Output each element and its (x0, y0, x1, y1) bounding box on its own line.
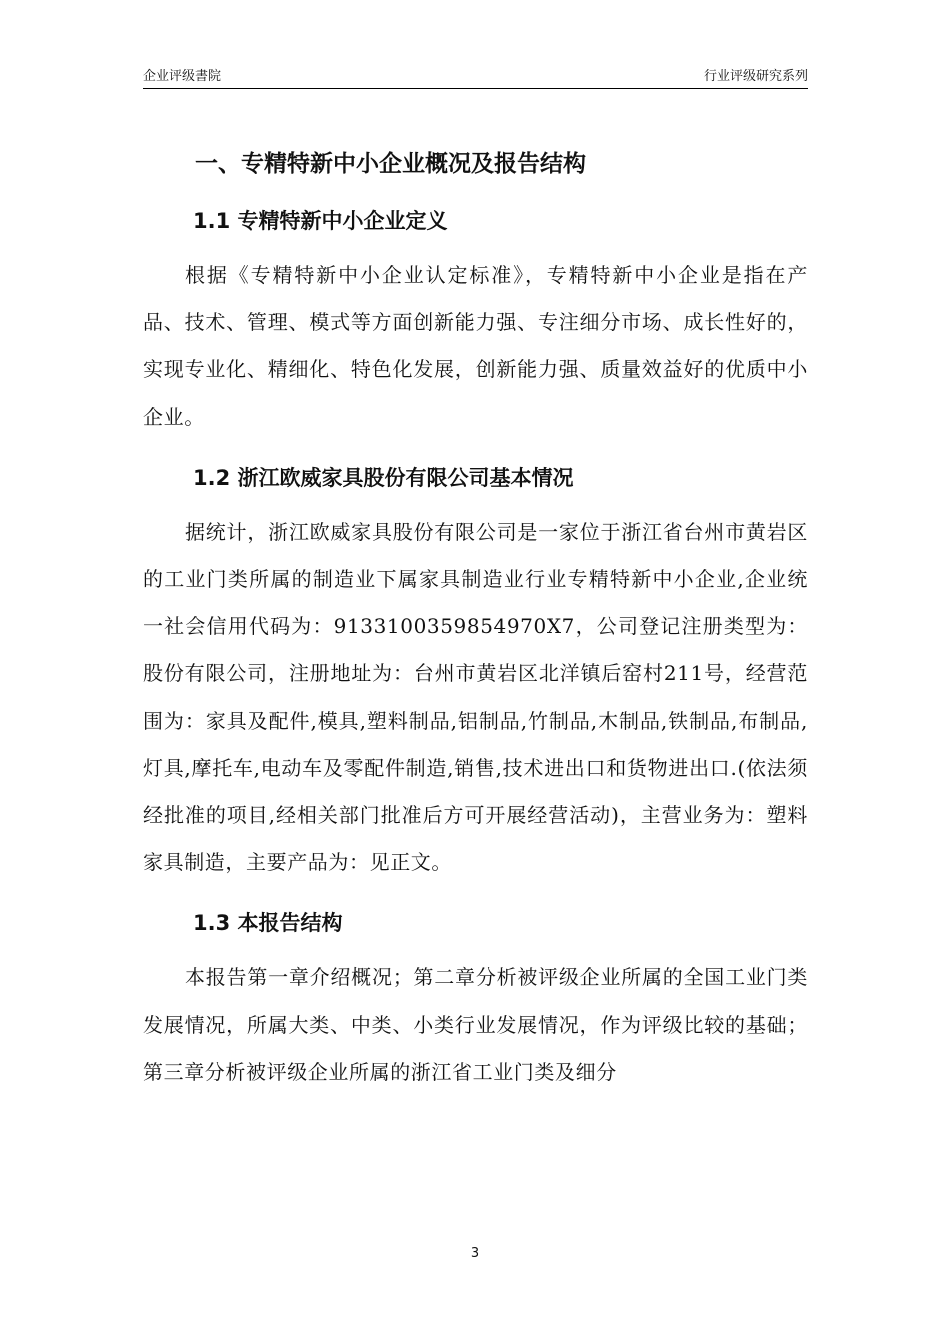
section-body-definition: 根据《专精特新中小企业认定标准》，专精特新中小企业是指在产品、技术、管理、模式等方面创新能力强、专注细分市场、成长性好的，实现专业化、精细化、特色化发展，创新能力强、质量效益好的优质中小企业。 (143, 263, 808, 429)
section-title-company: 1.2 浙江欧威家具股份有限公司基本情况 (193, 465, 574, 490)
header-left-text: 企业评级書院 (143, 69, 222, 84)
page-content (143, 138, 808, 1104)
section-body-structure: 本报告第一章介绍概况；第二章分析被评级企业所属的全国工业门类发展情况，所属大类、中类、小类行业发展情况，作为评级比较的基础；第三章分析被评级企业所属的浙江省工业门类及细分 (143, 965, 808, 1084)
header-divider (143, 88, 808, 89)
section-body-company: 据统计，浙江欧威家具股份有限公司是一家位于浙江省台州市黄岩区的工业门类所属的制造业下属家具制造业行业专精特新中小企业,企业统一社会信用代码为：9133100359854970X7，公司登记注册类型为：股份有限公司，注册地址为：台州市黄岩区北洋镇后窑村211号，经营范围为：家具及配件,模具,塑料制品,铝制品,竹制品,木制品,铁制品,布制品,灯具,摩托车,电动车及零配件制造,销售,技术进出口和货物进出口.(依法须经批准的项目,经相关部门批准后方可开展经营活动)，主营业务为：塑料家具制造，主要产品为：见正文。 (143, 519, 808, 875)
section-title-definition: 1.1 专精特新中小企业定义 (193, 209, 448, 233)
chapter-title: 一、专精特新中小企业概况及报告结构 (195, 151, 586, 177)
page-header (143, 66, 808, 88)
page-number: 3 (470, 1246, 480, 1261)
header-right-text: 行业评级研究系列 (703, 69, 808, 84)
section-title-structure: 1.3 本报告结构 (193, 911, 343, 936)
